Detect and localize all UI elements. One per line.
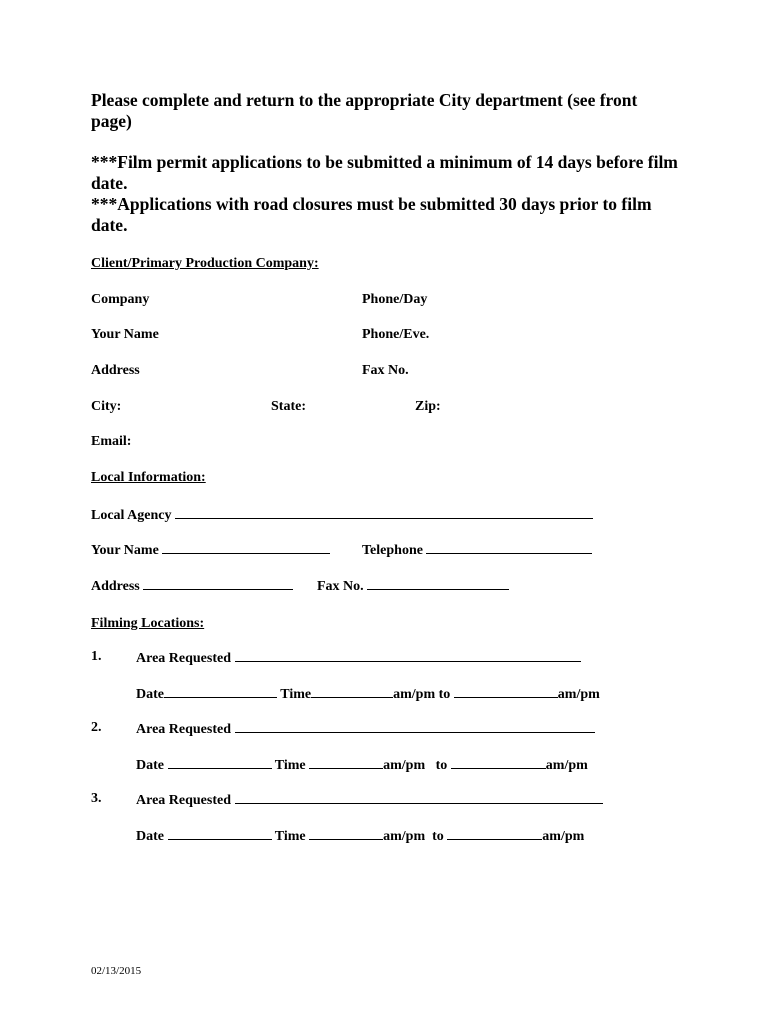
location-1-schedule <box>136 685 600 703</box>
location-3-date-blank[interactable] <box>168 827 272 840</box>
location-3-time-start-blank[interactable] <box>309 827 383 840</box>
local-agency-blank[interactable] <box>175 506 593 519</box>
location-2-area-field[interactable] <box>136 720 595 738</box>
location-1-area-blank[interactable] <box>235 649 581 662</box>
location-1-time-label: Time <box>280 687 312 702</box>
location-3-time-end-blank[interactable] <box>447 827 542 840</box>
location-1-area-label: Area Requested <box>136 651 232 666</box>
local-fax-field[interactable] <box>317 577 509 595</box>
location-3-area-label: Area Requested <box>136 793 232 808</box>
location-2-date-blank[interactable] <box>168 756 272 769</box>
location-1-number: 1. <box>91 649 102 664</box>
location-2-date-label: Date <box>136 758 164 773</box>
intro-instruction: Please complete and return to the appropriate City department (see front page) <box>91 90 638 131</box>
local-fax-label: Fax No. <box>317 579 364 594</box>
email-label: Email: <box>91 434 132 449</box>
location-1-time-end-blank[interactable] <box>454 685 558 698</box>
location-2-area-label: Area Requested <box>136 722 232 737</box>
location-3-schedule <box>136 827 584 845</box>
intro-deadline-note: ***Film permit applications to be submitted a minimum of 14 days before film date. <box>91 152 678 193</box>
location-3-number: 3. <box>91 791 102 806</box>
city-label: City: <box>91 399 122 414</box>
location-3-date-label: Date <box>136 829 164 844</box>
location-3-area-blank[interactable] <box>235 791 603 804</box>
location-2-ampm-to: am/pm to <box>383 758 448 773</box>
location-2-area-blank[interactable] <box>235 720 595 733</box>
location-2-time-start-blank[interactable] <box>309 756 383 769</box>
location-2-number: 2. <box>91 720 102 735</box>
company-label: Company <box>91 292 150 307</box>
fax-label: Fax No. <box>362 363 409 378</box>
phone-day-label: Phone/Day <box>362 292 428 307</box>
location-2-time-end-blank[interactable] <box>451 756 546 769</box>
footer-date: 02/13/2015 <box>91 965 142 977</box>
state-label: State: <box>271 399 306 414</box>
local-name-blank[interactable] <box>162 541 330 554</box>
location-2-ampm: am/pm <box>545 758 588 773</box>
local-agency-label: Local Agency <box>91 508 172 523</box>
local-telephone-blank[interactable] <box>426 541 592 554</box>
local-telephone-field[interactable] <box>362 541 592 559</box>
location-3-ampm-to: am/pm to <box>383 829 444 844</box>
local-address-field[interactable] <box>91 577 293 595</box>
location-1-ampm-to: am/pm to <box>393 687 451 702</box>
local-agency-field[interactable] <box>91 506 593 524</box>
locations-section-heading: Filming Locations: <box>91 616 205 631</box>
address-label: Address <box>91 363 140 378</box>
local-section-heading: Local Information: <box>91 470 206 485</box>
location-1-date-label: Date <box>136 687 164 702</box>
local-address-label: Address <box>91 579 140 594</box>
phone-eve-label: Phone/Eve. <box>362 327 430 342</box>
location-1-area-field[interactable] <box>136 649 581 667</box>
location-2-time-label: Time <box>274 758 306 773</box>
location-1-ampm: am/pm <box>557 687 600 702</box>
client-section-heading: Client/Primary Production Company: <box>91 256 319 271</box>
intro-road-closure-note: ***Applications with road closures must be submitted 30 days prior to film date. <box>91 194 652 235</box>
your-name-label: Your Name <box>91 327 159 342</box>
location-1-date-blank[interactable] <box>164 685 277 698</box>
location-3-ampm: am/pm <box>542 829 585 844</box>
location-2-schedule <box>136 756 588 774</box>
location-3-time-label: Time <box>274 829 306 844</box>
location-3-area-field[interactable] <box>136 791 603 809</box>
local-name-label: Your Name <box>91 543 159 558</box>
local-telephone-label: Telephone <box>362 543 423 558</box>
zip-label: Zip: <box>415 399 441 414</box>
local-name-field[interactable] <box>91 541 330 559</box>
local-fax-blank[interactable] <box>367 577 509 590</box>
local-address-blank[interactable] <box>143 577 293 590</box>
location-1-time-start-blank[interactable] <box>311 685 393 698</box>
